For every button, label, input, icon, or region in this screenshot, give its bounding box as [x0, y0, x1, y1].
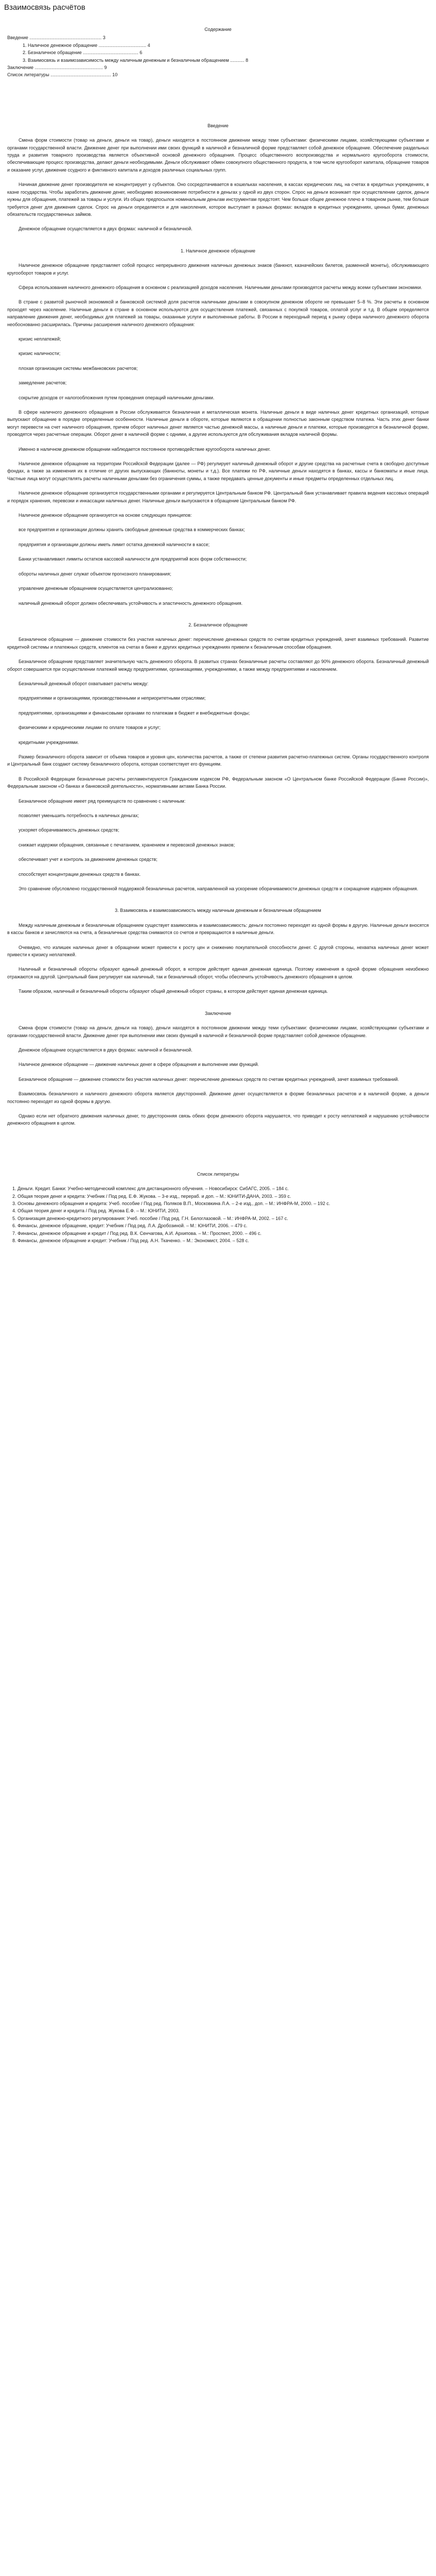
- list-item: кризис наличности;: [19, 351, 61, 357]
- section-3-heading: 3. Взаимосвязь и взаимозависимость между наличным денежным и безналичным обращением: [115, 908, 321, 913]
- section-1-paragraph: В стране с развитой рыночной экономикой и банковской системой доля расчетов наличными деньгами в совокупном денежном обороте не превышает 5–8 %. Эти расчеты в основном проходят через население. Наличные деньги в стране в основном используются для осуществления платежей, связанных с покупкой товаров, оплатой услуг и т.д. В общем определяется направление движения денег, необходимых для платежей за товары, оказанные услуги и выполненные работы. В России в переходный период к рынку сфера наличного денежного оборота необоснованно расширилась. Причины расширения наличного денежного обращения:: [7, 299, 429, 327]
- conclusion-paragraph: Взаимосвязь безналичного и наличного денежного оборота является двусторонней. Движение денег осуществляется в форме безналичных расчетов и в наличной форме, а деньги постоянно переходят из одной формы в другую.: [7, 1091, 429, 1104]
- section-2-paragraph: Безналичное обращение представляет значительную часть денежного оборота. В развитых странах безналичные расчеты составляют до 90% денежного оборота. Безналичный денежный оборот совершается при осуществлении платежей между предприятиями, организациями, учреждениями, а также между предприятиями и населением.: [7, 659, 429, 672]
- toc-conclusion[interactable]: Заключение ..................................................... 9: [7, 65, 107, 71]
- section-2-paragraph: Это сравнение обусловлено государственной поддержкой безналичных расчетов, направленной на ускорение оборачиваемости денежных средств и сокращение издержек обращения.: [19, 886, 418, 892]
- list-item: физическими и юридическими лицами по оплате товаров и услуг;: [19, 725, 161, 731]
- section-1-paragraph: Наличное денежное обращение организуется на основе следующих принципов:: [19, 513, 192, 518]
- toc-heading: Содержание: [204, 27, 232, 32]
- intro-heading: Введение: [207, 123, 229, 128]
- conclusion-paragraph: Наличное денежное обращение — движение наличных денег в сфере обращения и выполнение ими функций.: [19, 1062, 259, 1067]
- section-3-paragraph: Между наличным денежным и безналичным обращением существует взаимосвязь и взаимозависимость: деньги постоянно переходят из одной формы в другую. Наличные деньги вносятся в кассы банков и зачисляются на счета, а безналичные средства снимаются со счетов и превращаются в наличные деньги.: [7, 922, 429, 936]
- intro-paragraph: Денежное обращение осуществляется в двух формах: наличной и безналичной.: [19, 226, 193, 232]
- bibliography-item: 7. Финансы, денежное обращение и кредит / Под ред. В.К. Сенчагова, А.И. Архипова. – М.: Проспект, 2000. – 496 с.: [12, 1230, 261, 1236]
- intro-paragraph: Начиная движение денег производителя не концентрирует у субъектов. Оно сосредотачивается в кошельках населения, в кассах юридических лиц, на счетах в кредитных учреждениях, в казне государства. Чтобы заработать движение денег, необходимо возникновение потребности в деньгах у одной из двух сторон. Спрос на деньги возникает при осуществлении сделок, деньги нужны для обращения, платежей за товары и услуги. Из общих предпосылок номинальным деньгам инструментам предстоят. Чем больше общее денежное плечо в товарном рынке, тем больше требуется денег для движения сделок. Спрос на деньги определяется и для накопления, которое выступает в разных формах: вкладов в кредитных учреждениях, ценных бумаг, денежных обязательств государственных займов.: [7, 182, 429, 217]
- list-item: способствует концентрации денежных средств в банках.: [19, 871, 141, 877]
- section-1-paragraph: Наличное денежное обращение представляет собой процесс непрерывного движения наличных денежных знаков (банкнот, казначейских билетов, разменной монеты), обслуживающего кругооборот товаров и услуг.: [7, 263, 429, 276]
- list-item: плохая организация системы межбанковских расчетов;: [19, 365, 138, 371]
- section-3-paragraph: Наличный и безналичный обороты образуют единый денежный оборот, в котором действует единая денежная единица. Поэтому изменения в одной форме обращения неизбежно отражаются на другой. Центральный банк регулирует как наличный, так и безналичный оборот, чтобы обеспечить устойчивость денежного обращения в целом.: [7, 967, 429, 979]
- toc-references[interactable]: Список литературы ............................................... 10: [7, 72, 118, 78]
- section-2-paragraph: Безналичное обращение — движение стоимости без участия наличных денег: перечисление денежных средств по счетам кредитных учреждений, зачет взаимных требований. Развитие кредитной системы и платежных средств, клиентов на счетах в банке и других кредитных учреждениях привели к безналичным способам обращения.: [7, 637, 429, 650]
- section-1-paragraph: В сфере наличного денежного обращения в России обслуживается безналичная и металлическая монета. Наличные деньги в виде наличных денег кредитных организаций, которые выпускают обращение в порядке определенные особенности. Наличные деньги в обороте, которые являются в обращении полностью законным средством платежа. Часть этих денег банки могут перевести на счет наличного обращения, причем оборот наличных денег является частью денежной массы, а наличные деньги и платежи, которые производятся в безналичной форме, проводятся через расчетные операции. Оборот денег в наличной форме с одними, а другие используются для обслуживания вкладов наличной формы.: [7, 410, 429, 437]
- section-1-paragraph: Наличное денежное обращение на территории Российской Федерации (далее — РФ) регулирует наличный денежный оборот и другие средства на расчетные счета в свободно доступные фондах, а также за изменения их в отличие от других выпускающих (банкноты, монеты и т.д.). Все платежи по РФ, наличные деньги находятся в банках, кассы и банкоматы и иные лица. Частные лица могут осуществлять расчеты наличными деньгами без ограничения суммы, а также передавать ценные документы и иные предметы определенных отдельных лиц.: [7, 461, 429, 481]
- list-item: снижает издержки обращения, связанные с печатанием, хранением и перевозкой денежных знаков;: [19, 842, 235, 848]
- section-2-paragraph: Размер безналичного оборота зависит от объема товаров и уровня цен, количества расчетов, а также от степени развития расчетно-платежных систем. Органы государственного контроля и Центральный банк создают систему безналичного оборота, которая соответствует его функциям.: [7, 754, 429, 767]
- list-item: сокрытие доходов от налогообложения путем проведения операций наличными деньгами.: [19, 395, 215, 400]
- bibliography-item: 2. Общая теория денег и кредита: Учебник / Под ред. Е.Ф. Жукова. – 3-е изд., перераб. и доп. – М.: ЮНИТИ-ДАНА, 2003. – 359 с.: [12, 1193, 291, 1199]
- document-body: [0, 19, 436, 1244]
- conclusion-paragraph: Безналичное обращение — движение стоимости без участия наличных денег: перечисление денежных средств по счетам кредитных учреждений, зачет взаимных требований.: [19, 1076, 399, 1082]
- list-item: обеспечивает учет и контроль за движением денежных средств;: [19, 857, 158, 862]
- bibliography-item: 1. Деньги. Кредит. Банки: Учебно-методический комплекс для дистанционного обучения. – Новосибирск: СибАГС, 2005. – 184 с.: [12, 1186, 289, 1192]
- bibliography-heading: Список литературы: [197, 1171, 239, 1177]
- section-2-paragraph: Безналичное обращение имеет ряд преимуществ по сравнению с наличным:: [19, 798, 186, 804]
- conclusion-heading: Заключение: [205, 1010, 231, 1016]
- page-title: Взаимосвязь расчётов: [4, 3, 85, 12]
- bibliography-item: 4. Общая теория денег и кредита / Под ред. Жукова Е.Ф. – М.: ЮНИТИ, 2003.: [12, 1208, 180, 1214]
- toc-intro[interactable]: Введение ........................................................ 3: [7, 35, 106, 41]
- conclusion-paragraph: Денежное обращение осуществляется в двух формах: наличной и безналичной.: [19, 1047, 193, 1053]
- section-2-paragraph: Безналичный денежный оборот охватывает расчеты между:: [19, 681, 149, 686]
- section-1-heading: 1. Наличное денежное обращение: [180, 248, 256, 253]
- list-item: управление денежным обращением осуществляется централизованно;: [19, 586, 173, 591]
- list-item: все предприятия и организации должны хранить свободные денежные средства в коммерческих банках;: [19, 527, 246, 533]
- list-item: кризис неплатежей;: [19, 336, 61, 342]
- list-item: наличный денежный оборот должен обеспечивать устойчивость и эластичность денежного обращения.: [19, 600, 243, 606]
- toc-item-2[interactable]: 2. Безналичное обращение ........................................... 6: [23, 50, 143, 56]
- list-item: Банки устанавливают лимиты остатков кассовой наличности для предприятий всех форм собственности;: [19, 556, 247, 562]
- intro-paragraph: Смена форм стоимости (товар на деньги, деньги на товар), деньги находятся в постоянном движении между теми субъектами: физическими лицами, хозяйствующими субъектами и органами государственной власти. Движение денег при выполнении ими своих функций в наличной и безналичной форме представляет собой денежное обращение. Обеспечение раздельных труда и развития товарного производства является объективной основой денежного обращения. Процесс общественного воспроизводства и нормального кругооборота стоимости, обеспечивающие процесс производства, делают деньги необходимыми. Деньги обслуживают обмен совокупного общественного продукта, в том числе кругооборот капитала, обращение товаров и оказание услуг, движение ссудного и фиктивного капитала и доходов различных социальных групп.: [7, 138, 429, 173]
- table-of-contents: [7, 34, 429, 78]
- section-1-paragraph: Именно в наличном денежном обращении наблюдается постоянное противодействие кругооборота наличных денег.: [19, 446, 271, 452]
- list-item: замедление расчетов;: [19, 380, 67, 386]
- list-item: предприятия и организации должны иметь лимит остатка денежной наличности в кассе;: [19, 541, 210, 547]
- list-item: обороты наличных денег служат объектом прогнозного планирования;: [19, 571, 171, 577]
- section-1-paragraph: Сфера использования наличного денежного обращения в основном с реализацией доходов населения. Наличными деньгами производятся расчеты между всеми субъектами экономики.: [19, 284, 423, 290]
- toc-item-3[interactable]: 3. Взаимосвязь и взаимозависимость между наличным денежным и безналичным обращением ........... 8: [23, 57, 249, 63]
- bibliography-item: 5. Организация денежно-кредитного регулирования: Учеб. пособие / Под ред. Г.Н. Белоглазовой. – М.: ИНФРА-М, 2002. – 167 с.: [12, 1215, 288, 1221]
- conclusion-paragraph: Однако если нет обратного движения наличных денег, то двусторонняя связь обеих форм денежного оборота нарушается, что приводит к росту неплатежей и нарушению устойчивости денежного обращения в целом.: [7, 1113, 429, 1126]
- section-1-paragraph: Наличное денежное обращение организуется государственными органами и регулируется Центральным банком РФ. Центральный банк устанавливает правила ведения кассовых операций и порядок хранения, перевозки и инкассации наличных денег. Наличные деньги выпускаются в обращение Центральным банком РФ.: [7, 490, 429, 503]
- conclusion-paragraph: Смена форм стоимости (товар на деньги, деньги на товар), деньги находятся в постоянном движении между теми субъектами: физическими лицами, хозяйствующими субъектами и органами государственной власти. Движение денег при выполнении ими своих функций в наличной и безналичной форме представляет собой денежное обращение.: [7, 1025, 429, 1038]
- page-title-bar: [0, 0, 436, 19]
- bibliography-item: 8. Финансы, денежное обращение и кредит: Учебник / Под ред. А.Н. Ткаченко. – М.: Экономист, 2004. – 528 с.: [12, 1238, 249, 1243]
- section-3-paragraph: Таким образом, наличный и безналичный обороты образуют общий денежный оборот страны, в котором действует единая денежная единица.: [19, 989, 328, 994]
- section-2-paragraph: В Российской Федерации безналичные расчеты регламентируются Гражданским кодексом РФ, Федеральным законом «О Центральном банке Российской Федерации (Банке России)», Федеральным законом «О банках и банковской деятельности», нормативными актами Банка России.: [7, 776, 429, 789]
- list-item: ускоряет оборачиваемость денежных средств;: [19, 827, 119, 833]
- section-3-paragraph: Очевидно, что излишек наличных денег в обращении может привести к росту цен и снижению покупательной способности денег. С другой стороны, нехватка наличных денег может привести к кризису неплатежей.: [7, 944, 429, 958]
- toc-item-1[interactable]: 1. Наличное денежное обращение ..................................... 4: [23, 42, 150, 48]
- bibliography-item: 3. Основы денежного обращения и кредита: Учеб. пособие / Под ред. Поляков В.П., Московкина Л.А. – 2-е изд., доп. – М.: ИНФРА-М, 2000. – 192 с.: [12, 1200, 330, 1206]
- list-item: позволяет уменьшить потребность в наличных деньгах;: [19, 813, 139, 818]
- list-item: предприятиями и организациями, производственными и неприоритетными отраслями;: [19, 696, 206, 701]
- bibliography-item: 6. Финансы, денежное обращение, кредит: Учебник / Под ред. Л.А. Дробозиной. – М.: ЮНИТИ, 2006. – 479 с.: [12, 1223, 248, 1229]
- list-item: кредитными учреждениями.: [19, 739, 79, 745]
- section-2-heading: 2. Безналичное обращение: [188, 622, 248, 628]
- list-item: предприятиями, организациями и финансовыми органами по платежам в бюджет и внебюджетные фонды;: [19, 710, 250, 716]
